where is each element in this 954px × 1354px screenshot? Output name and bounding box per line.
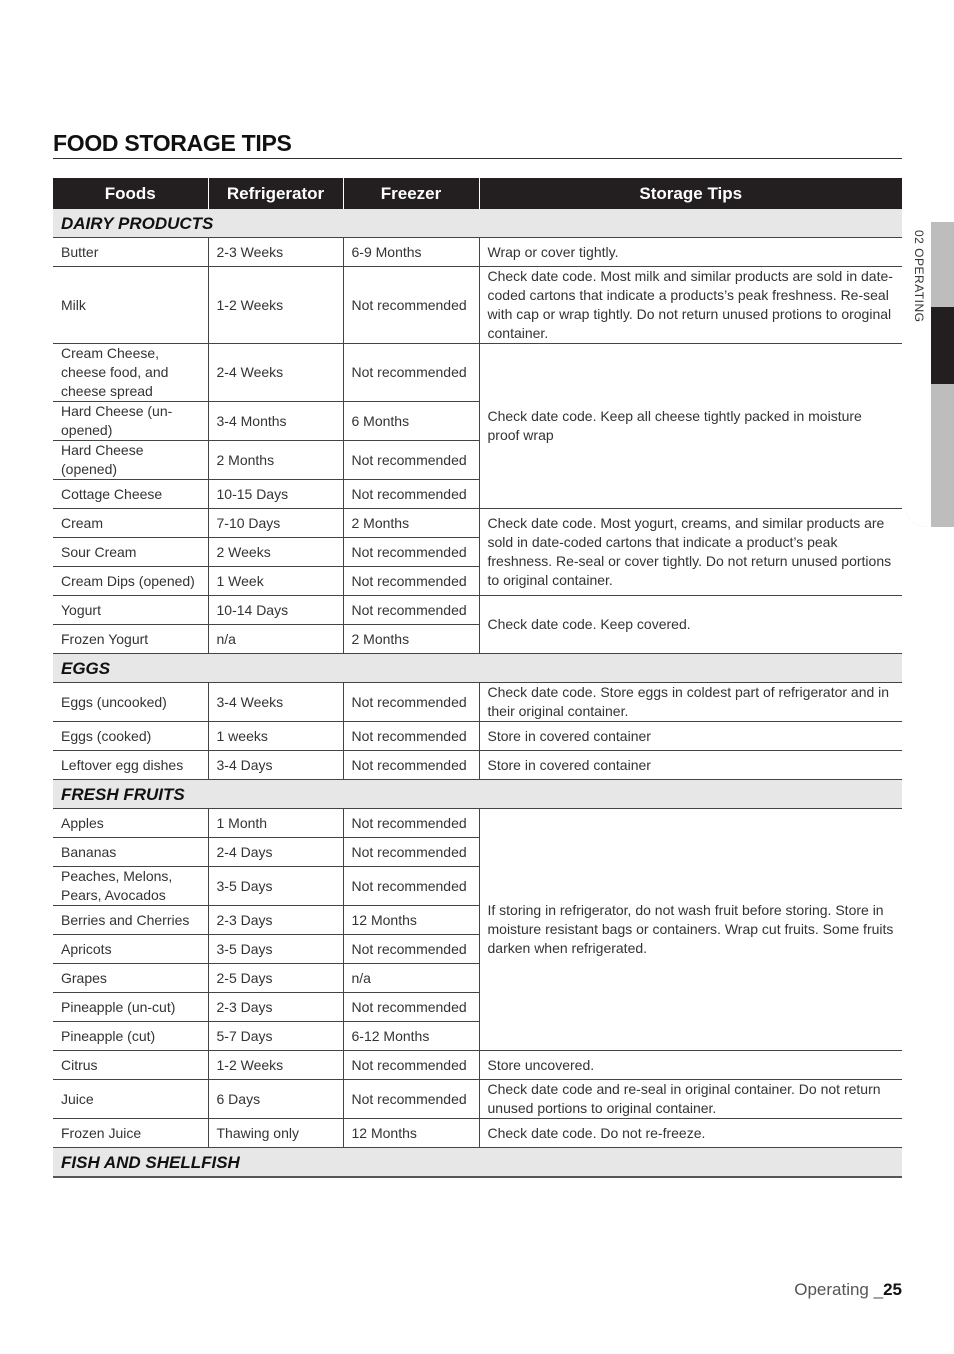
table-row bbox=[53, 722, 902, 751]
refrigerator-cell: 3-4 Weeks bbox=[208, 683, 343, 722]
tip-cell: Check date code. Keep covered. bbox=[479, 596, 902, 654]
chapter-label: 02 OPERATING bbox=[912, 230, 926, 323]
refrigerator-cell: 6 Days bbox=[208, 1080, 343, 1119]
refrigerator-cell: 2-3 Days bbox=[208, 906, 343, 935]
section-dairy bbox=[53, 209, 902, 238]
freezer-cell: 2 Months bbox=[343, 625, 479, 654]
freezer-cell: Not recommended bbox=[343, 838, 479, 867]
table-row bbox=[53, 1080, 902, 1119]
food-cell: Cottage Cheese bbox=[53, 480, 208, 509]
freezer-cell: 6-12 Months bbox=[343, 1022, 479, 1051]
section-title: DAIRY PRODUCTS bbox=[53, 209, 902, 238]
freezer-cell: Not recommended bbox=[343, 751, 479, 780]
refrigerator-cell: 10-15 Days bbox=[208, 480, 343, 509]
food-cell: Cream bbox=[53, 509, 208, 538]
tip-cell: Store uncovered. bbox=[479, 1051, 902, 1080]
refrigerator-cell: 3-4 Days bbox=[208, 751, 343, 780]
section-fruits bbox=[53, 780, 902, 809]
refrigerator-cell: 1-2 Weeks bbox=[208, 1051, 343, 1080]
refrigerator-cell: 2 Weeks bbox=[208, 538, 343, 567]
food-cell: Juice bbox=[53, 1080, 208, 1119]
food-cell: Milk bbox=[53, 267, 208, 344]
freezer-cell: Not recommended bbox=[343, 267, 479, 344]
table-row bbox=[53, 683, 902, 722]
food-cell: Eggs (uncooked) bbox=[53, 683, 208, 722]
refrigerator-cell: Thawing only bbox=[208, 1119, 343, 1148]
freezer-cell: n/a bbox=[343, 964, 479, 993]
food-cell: Citrus bbox=[53, 1051, 208, 1080]
refrigerator-cell: 7-10 Days bbox=[208, 509, 343, 538]
section-fish bbox=[53, 1148, 902, 1178]
refrigerator-cell: 2-4 Days bbox=[208, 838, 343, 867]
section-eggs bbox=[53, 654, 902, 683]
food-cell: Pineapple (un-cut) bbox=[53, 993, 208, 1022]
refrigerator-cell: 2-3 Weeks bbox=[208, 238, 343, 267]
refrigerator-cell: 10-14 Days bbox=[208, 596, 343, 625]
freezer-cell: Not recommended bbox=[343, 1080, 479, 1119]
section-title: EGGS bbox=[53, 654, 902, 683]
food-cell: Frozen Juice bbox=[53, 1119, 208, 1148]
header-storage-tips: Storage Tips bbox=[479, 178, 902, 209]
header-foods: Foods bbox=[53, 178, 208, 209]
refrigerator-cell: 2-3 Days bbox=[208, 993, 343, 1022]
header-freezer: Freezer bbox=[343, 178, 479, 209]
footer-section: Operating _ bbox=[794, 1280, 884, 1299]
refrigerator-cell: 3-5 Days bbox=[208, 935, 343, 964]
food-cell: Cream Dips (opened) bbox=[53, 567, 208, 596]
table-row bbox=[53, 1119, 902, 1148]
section-title: FISH AND SHELLFISH bbox=[53, 1148, 902, 1178]
section-title: FRESH FRUITS bbox=[53, 780, 902, 809]
food-cell: Leftover egg dishes bbox=[53, 751, 208, 780]
chapter-tab-marker bbox=[931, 307, 954, 384]
freezer-cell: Not recommended bbox=[343, 867, 479, 906]
food-cell: Pineapple (cut) bbox=[53, 1022, 208, 1051]
freezer-cell: 12 Months bbox=[343, 906, 479, 935]
freezer-cell: Not recommended bbox=[343, 935, 479, 964]
food-cell: Berries and Cherries bbox=[53, 906, 208, 935]
freezer-cell: Not recommended bbox=[343, 480, 479, 509]
freezer-cell: Not recommended bbox=[343, 809, 479, 838]
freezer-cell: 12 Months bbox=[343, 1119, 479, 1148]
food-cell: Peaches, Melons, Pears, Avocados bbox=[53, 867, 208, 906]
freezer-cell: Not recommended bbox=[343, 722, 479, 751]
tip-cell: Check date code. Most milk and similar products are sold in date-coded cartons that indicate a products’s peak freshness. Re-seal with cap or wrap tightly. Do not return unused protions to oroginal container. bbox=[479, 267, 902, 344]
food-cell: Apples bbox=[53, 809, 208, 838]
page-number: 25 bbox=[883, 1280, 902, 1299]
freezer-cell: 6 Months bbox=[343, 402, 479, 441]
refrigerator-cell: 3-5 Days bbox=[208, 867, 343, 906]
tip-cell: Check date code. Keep all cheese tightly packed in moisture proof wrap bbox=[479, 344, 902, 509]
refrigerator-cell: 3-4 Months bbox=[208, 402, 343, 441]
table-row bbox=[53, 596, 902, 625]
food-cell: Sour Cream bbox=[53, 538, 208, 567]
freezer-cell: 6-9 Months bbox=[343, 238, 479, 267]
food-cell: Hard Cheese (opened) bbox=[53, 441, 208, 480]
page-footer bbox=[794, 1280, 902, 1300]
table-row bbox=[53, 751, 902, 780]
tip-cell: Check date code. Do not re-freeze. bbox=[479, 1119, 902, 1148]
refrigerator-cell: 2 Months bbox=[208, 441, 343, 480]
refrigerator-cell: n/a bbox=[208, 625, 343, 654]
tip-cell: Wrap or cover tightly. bbox=[479, 238, 902, 267]
freezer-cell: Not recommended bbox=[343, 596, 479, 625]
table-row bbox=[53, 1051, 902, 1080]
refrigerator-cell: 5-7 Days bbox=[208, 1022, 343, 1051]
freezer-cell: Not recommended bbox=[343, 538, 479, 567]
freezer-cell: 2 Months bbox=[343, 509, 479, 538]
food-cell: Frozen Yogurt bbox=[53, 625, 208, 654]
freezer-cell: Not recommended bbox=[343, 683, 479, 722]
refrigerator-cell: 1 Week bbox=[208, 567, 343, 596]
food-cell: Yogurt bbox=[53, 596, 208, 625]
refrigerator-cell: 1-2 Weeks bbox=[208, 267, 343, 344]
table-row bbox=[53, 509, 902, 538]
table-row bbox=[53, 267, 902, 344]
refrigerator-cell: 1 Month bbox=[208, 809, 343, 838]
freezer-cell: Not recommended bbox=[343, 441, 479, 480]
freezer-cell: Not recommended bbox=[343, 1051, 479, 1080]
freezer-cell: Not recommended bbox=[343, 344, 479, 402]
food-cell: Butter bbox=[53, 238, 208, 267]
food-cell: Hard Cheese (un-opened) bbox=[53, 402, 208, 441]
tip-cell: Check date code. Most yogurt, creams, and similar products are sold in date-coded cartons that indicate a product’s peak freshness. Re-seal or cover tightly. Do not return unused portions to original container. bbox=[479, 509, 902, 596]
freezer-cell: Not recommended bbox=[343, 567, 479, 596]
food-cell: Apricots bbox=[53, 935, 208, 964]
food-cell: Cream Cheese, cheese food, and cheese spread bbox=[53, 344, 208, 402]
tip-cell: Check date code and re-seal in original container. Do not return unused portions to original container. bbox=[479, 1080, 902, 1119]
table-header-row bbox=[53, 178, 902, 209]
header-refrigerator: Refrigerator bbox=[208, 178, 343, 209]
food-storage-table bbox=[53, 178, 902, 1178]
refrigerator-cell: 2-4 Weeks bbox=[208, 344, 343, 402]
food-cell: Bananas bbox=[53, 838, 208, 867]
tip-cell: If storing in refrigerator, do not wash fruit before storing. Store in moisture resistant bags or containers. Wrap cut fruits. Some fruits darken when refrigerated. bbox=[479, 809, 902, 1051]
tip-cell: Store in covered container bbox=[479, 722, 902, 751]
tip-cell: Store in covered container bbox=[479, 751, 902, 780]
food-cell: Eggs (cooked) bbox=[53, 722, 208, 751]
refrigerator-cell: 2-5 Days bbox=[208, 964, 343, 993]
tip-cell: Check date code. Store eggs in coldest part of refrigerator and in their original container. bbox=[479, 683, 902, 722]
table-row bbox=[53, 344, 902, 402]
refrigerator-cell: 1 weeks bbox=[208, 722, 343, 751]
table-row bbox=[53, 809, 902, 838]
page-title: FOOD STORAGE TIPS bbox=[53, 130, 902, 159]
table-row bbox=[53, 238, 902, 267]
food-cell: Grapes bbox=[53, 964, 208, 993]
freezer-cell: Not recommended bbox=[343, 993, 479, 1022]
